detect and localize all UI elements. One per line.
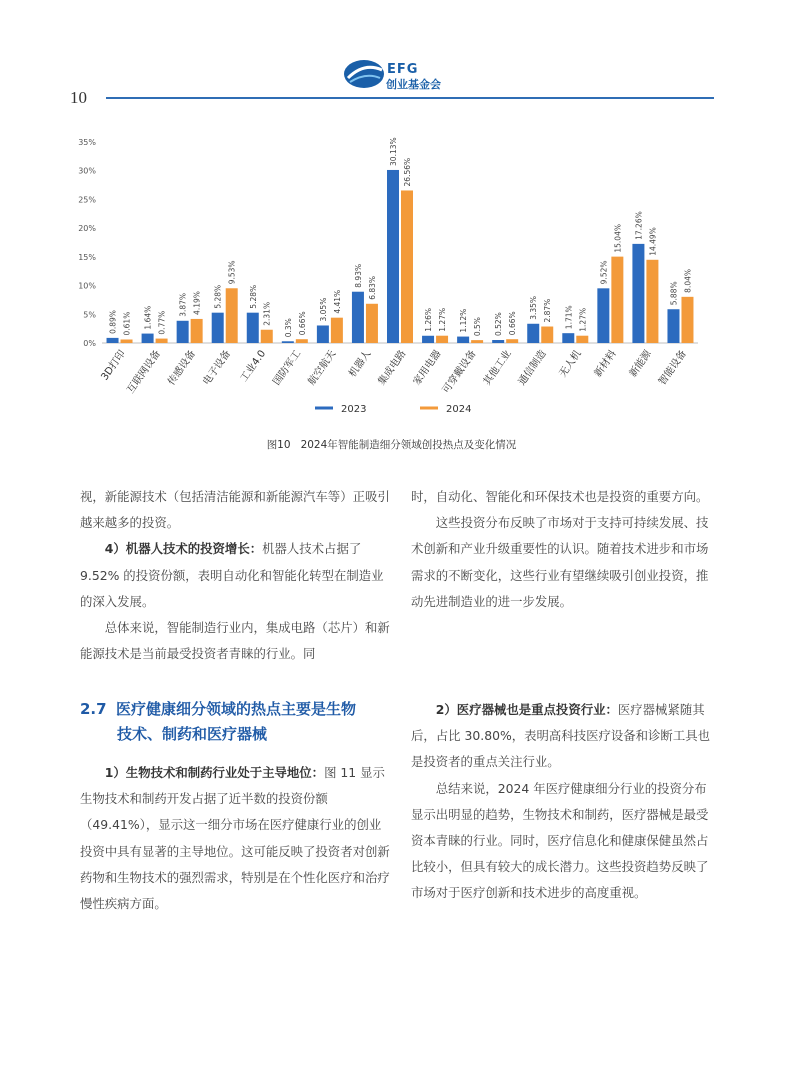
x-tick-label: 国防军工 [271, 348, 304, 388]
caption-label: 图10 [266, 439, 291, 451]
y-tick-label: 25% [78, 195, 96, 205]
paragraph-text: 图 11 显示生物技术和制药开发占据了近半数的投资份额（49.41%），显示这一细分市场在医疗健康行业的创业投资中具有显著的主导地位。这可能反映了投资者对创新药物和生物技术的强烈需求，特别是在个性化医疗和治疗慢性疾病方面。 [80, 765, 390, 912]
section-title-line1: 医疗健康细分领域的热点主要是生物 [116, 700, 357, 718]
bar-chart [70, 130, 710, 425]
x-tick-label: 电子设备 [201, 348, 234, 388]
bar-2024 [401, 190, 413, 343]
y-tick-label: 30% [78, 166, 96, 176]
x-tick-label: 无人机 [557, 348, 584, 380]
x-tick-label: 可穿戴设备 [440, 348, 479, 396]
section-number: 2.7 [80, 700, 107, 718]
x-tick-label: 航空航天 [306, 348, 339, 388]
bar-2023 [457, 337, 469, 343]
x-tick-label: 新能源 [627, 348, 654, 380]
paragraph-text: 医疗器械紧随其后，占比 30.80%，表明高科技医疗设备和诊断工具也是投资者的重点关注行业。 [411, 702, 710, 770]
right-column-bottom [411, 697, 715, 907]
paragraph: 时，自动化、智能化和环保技术也是投资的重要方向。 [411, 489, 709, 504]
x-tick-label: 工业4.0 [238, 348, 269, 385]
data-label: 3.87% [178, 292, 188, 317]
data-label: 30.13% [389, 137, 398, 166]
y-tick-label: 35% [78, 138, 96, 147]
y-tick-label: 10% [78, 281, 96, 291]
left-column-top [80, 484, 392, 667]
data-label: 1.27% [438, 307, 448, 332]
x-tick-label: 集成电路 [376, 348, 409, 388]
bar-2024 [681, 297, 693, 343]
bar-2024 [366, 304, 378, 343]
section-title-line2: 技术、制药和医疗器械 [117, 725, 268, 743]
legend-label: 2024 [446, 404, 472, 415]
bar-2023 [422, 336, 434, 343]
data-label: 2.31% [262, 301, 272, 326]
data-label: 14.49% [648, 227, 658, 256]
data-label: 3.05% [318, 297, 328, 322]
data-label: 4.41% [332, 289, 342, 314]
x-tick-label: 智能设备 [656, 348, 689, 388]
data-label: 15.04% [613, 224, 623, 253]
bar-2024 [121, 339, 133, 343]
bar-2024 [296, 339, 308, 343]
bar-2023 [212, 313, 224, 343]
bar-2023 [387, 170, 399, 343]
paragraph-heading: 4）机器人技术的投资增长： [104, 541, 263, 557]
bar-2024 [506, 339, 518, 343]
data-label: 1.26% [424, 307, 434, 332]
y-tick-label: 0% [83, 339, 96, 348]
data-label: 0.5% [473, 317, 483, 337]
bar-2023 [632, 244, 644, 343]
page-number: 10 [70, 88, 87, 107]
data-label: 8.93% [353, 263, 363, 288]
bar-2023 [562, 333, 574, 343]
caption-text: 2024年智能制造细分领域创投热点及变化情况 [300, 439, 517, 451]
y-tick-label: 20% [78, 224, 96, 234]
data-label: 5.28% [248, 284, 258, 309]
data-label: 2.87% [543, 298, 553, 323]
logo-subtitle: 创业基金会 [386, 78, 441, 91]
paragraph [411, 697, 715, 776]
x-tick-label: 家用电器 [411, 348, 444, 388]
bar-2023 [597, 288, 609, 343]
bar-2024 [541, 327, 553, 343]
paragraph [80, 760, 392, 917]
data-label: 17.26% [634, 211, 644, 240]
data-label: 9.52% [599, 260, 609, 285]
bar-2023 [247, 313, 259, 343]
legend-label: 2023 [341, 404, 367, 415]
bar-2024 [471, 340, 483, 343]
paragraph: 这些投资分布反映了市场对于支持可持续发展、技术创新和产业升级重要性的认识。随着技术进步和市场需求的不断变化，这些行业有望继续吸引创业投资，推动先进制造业的进一步发展。 [411, 515, 709, 609]
bar-2023 [282, 341, 294, 343]
data-label: 0.89% [108, 310, 118, 334]
bar-2024 [436, 336, 448, 343]
x-tick-label: 互联网设备 [125, 348, 164, 396]
x-tick-label: 机器人 [347, 348, 374, 380]
bar-2024 [156, 339, 168, 343]
data-label: 5.28% [213, 284, 223, 309]
data-label: 1.27% [578, 307, 588, 332]
x-tick-label: 新材料 [592, 348, 619, 380]
x-tick-label: 3D打印 [99, 348, 128, 383]
data-label: 0.77% [157, 310, 167, 335]
bar-2024 [611, 257, 623, 343]
bar-2024 [191, 319, 203, 343]
figure-caption [0, 437, 793, 452]
paragraph: 视，新能源技术（包括清洁能源和新能源汽车等）正吸引越来越多的投资。 [80, 489, 390, 531]
x-tick-label: 其他工业 [481, 348, 514, 388]
section-heading [80, 697, 392, 747]
header-rule [106, 97, 714, 99]
data-label: 4.19% [192, 291, 202, 315]
data-label: 8.04% [683, 268, 693, 293]
bar-2023 [177, 321, 189, 343]
data-label: 0.3% [283, 318, 293, 338]
paragraph: 总体来说，智能制造行业内，集成电路（芯片）和新能源技术是当前最受投资者青睐的行业。同 [80, 620, 390, 662]
data-label: 26.56% [403, 157, 412, 187]
x-tick-label: 传感设备 [166, 348, 199, 388]
data-label: 1.64% [143, 305, 153, 330]
bar-2023 [107, 338, 119, 343]
data-label: 5.88% [669, 281, 679, 306]
right-column-top [411, 484, 715, 615]
y-tick-label: 5% [83, 310, 96, 320]
data-label: 3.35% [529, 295, 539, 320]
paragraph [80, 536, 392, 615]
left-column-bottom [80, 760, 392, 917]
bar-2024 [646, 260, 658, 343]
bar-2024 [576, 336, 588, 343]
bar-2023 [317, 325, 329, 343]
data-label: 6.83% [367, 275, 377, 300]
data-label: 0.61% [122, 311, 132, 336]
data-label: 0.66% [297, 311, 307, 336]
data-label: 1.71% [564, 305, 574, 330]
logo-text: EFG [387, 62, 419, 77]
data-label: 1.12% [459, 308, 469, 333]
bar-2024 [226, 288, 238, 343]
y-tick-label: 15% [78, 252, 96, 262]
bar-2023 [492, 340, 504, 343]
bar-2024 [331, 318, 343, 343]
bar-2024 [261, 330, 273, 343]
bar-2023 [352, 292, 364, 343]
bar-2023 [527, 324, 539, 343]
data-label: 0.52% [494, 312, 504, 337]
data-label: 9.53% [227, 260, 237, 285]
x-tick-label: 通信制造 [516, 348, 549, 388]
paragraph-text: 机器人技术占据了 9.52% 的投资份额，表明自动化和智能化转型在制造业的深入发展。 [80, 541, 384, 609]
bar-2023 [667, 309, 679, 343]
bar-2023 [142, 334, 154, 343]
data-label: 0.66% [508, 311, 518, 336]
paragraph: 总结来说，2024 年医疗健康细分行业的投资分布显示出明显的趋势，生物技术和制药，医疗器械是最受资本青睐的行业。同时，医疗信息化和健康保健虽然占比较小，但具有较大的成长潜力。这些投资趋势反映了市场对于医疗创新和技术进步的高度重视。 [411, 780, 709, 901]
paragraph-heading: 1）生物技术和制药行业处于主导地位： [104, 765, 325, 780]
paragraph-heading: 2）医疗器械也是重点投资行业： [435, 702, 618, 717]
